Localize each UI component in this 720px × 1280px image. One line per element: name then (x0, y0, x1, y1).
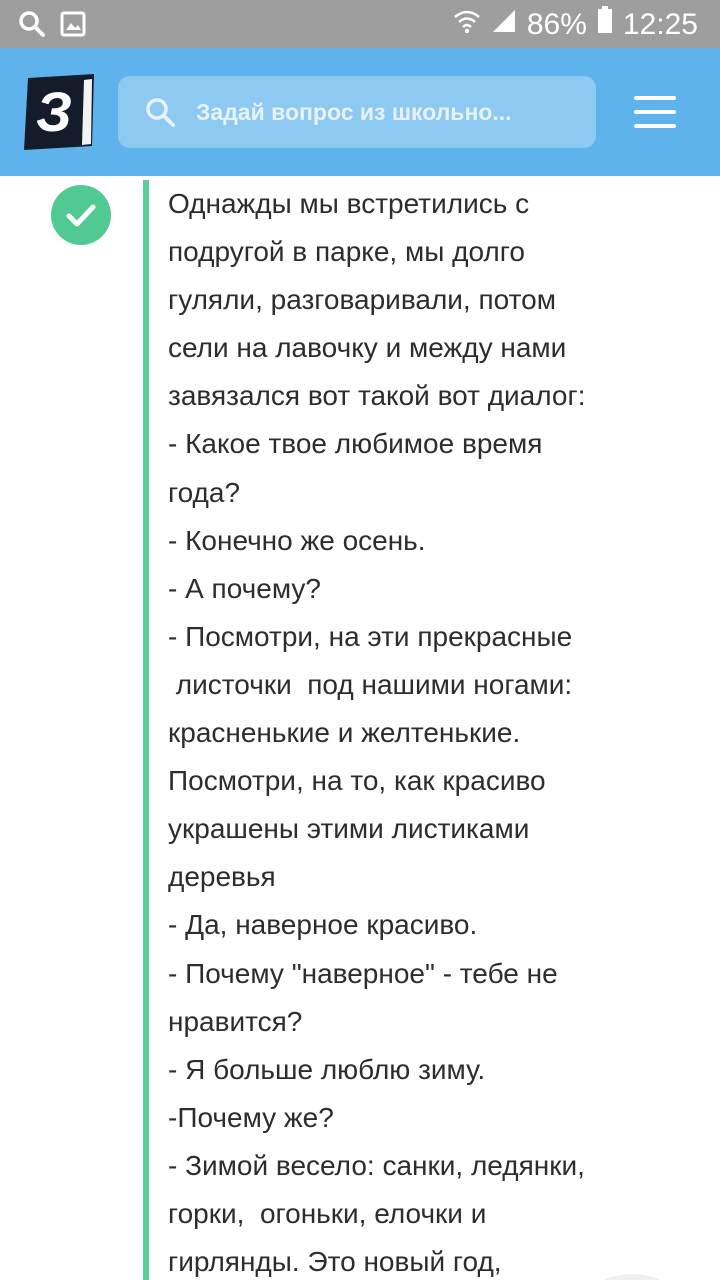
answer-accent-line (143, 180, 149, 1280)
logo-letter: З (36, 80, 72, 143)
answer-line-text: Однажды мы встретились с (168, 188, 530, 219)
answer-line-text: горки, огоньки, елочки и (168, 1197, 487, 1229)
status-bar (0, 0, 720, 48)
answer-line-text: - А почему? (168, 572, 321, 604)
answer-text (168, 180, 708, 1280)
answer-line-text: деревья (168, 861, 276, 893)
search-placeholder: Задай вопрос из школьно... (196, 99, 512, 125)
answer-line-text: -Почему же? (168, 1101, 334, 1133)
answer-line-text: гирлянды. Это новый год, (168, 1246, 502, 1278)
search-icon (144, 96, 176, 128)
wifi-icon (453, 7, 481, 43)
answer-line-text: - Конечно же осень. (168, 524, 426, 556)
status-right-icons (453, 6, 698, 43)
answer-line-text: подругой в парке, мы долго (168, 236, 525, 268)
battery-icon (597, 6, 613, 43)
answer-line-text: - Какое твое любимое время (168, 428, 543, 460)
status-left-icons (18, 10, 86, 43)
answer-line-text: Посмотри, на то, как красиво (168, 765, 546, 797)
answer-line-text: завязался вот такой вот диалог: (168, 380, 586, 412)
answer-line-text: гуляли, разговаривали, потом (168, 284, 556, 316)
answer-line-text: листочки под нашими ногами: (168, 668, 573, 700)
gallery-icon (60, 11, 86, 42)
checkmark-icon (51, 232, 111, 249)
answer-line-text: - Почему "наверное" - тебе не (168, 957, 558, 989)
answer-line-text: - Зимой весело: санки, ледянки, (168, 1149, 585, 1181)
search-input[interactable] (118, 76, 596, 148)
answer-line-text: года? (168, 476, 241, 508)
battery-percent: 86% (526, 7, 587, 41)
answer-line-text: - Посмотри, на эти прекрасные (168, 620, 573, 652)
answer-line-text: - Я больше люблю зиму. (168, 1053, 486, 1085)
app-header (0, 48, 720, 176)
answer-line-text: - Да, наверное красиво. (168, 909, 478, 941)
verified-answer-badge (51, 185, 111, 245)
search-icon (18, 10, 46, 43)
answer-section (0, 176, 720, 1280)
answer-line-text: сели на лавочку и между нами (168, 332, 567, 364)
answer-line-text: нравится? (168, 1005, 303, 1037)
answer-line-text: красненькие и желтенькие. (168, 717, 521, 749)
answer-line-text: украшены этими листиками (168, 813, 530, 845)
signal-icon (491, 7, 517, 43)
menu-button[interactable] (632, 92, 680, 132)
clock-time: 12:25 (622, 7, 698, 41)
znanija-logo[interactable] (22, 74, 98, 150)
